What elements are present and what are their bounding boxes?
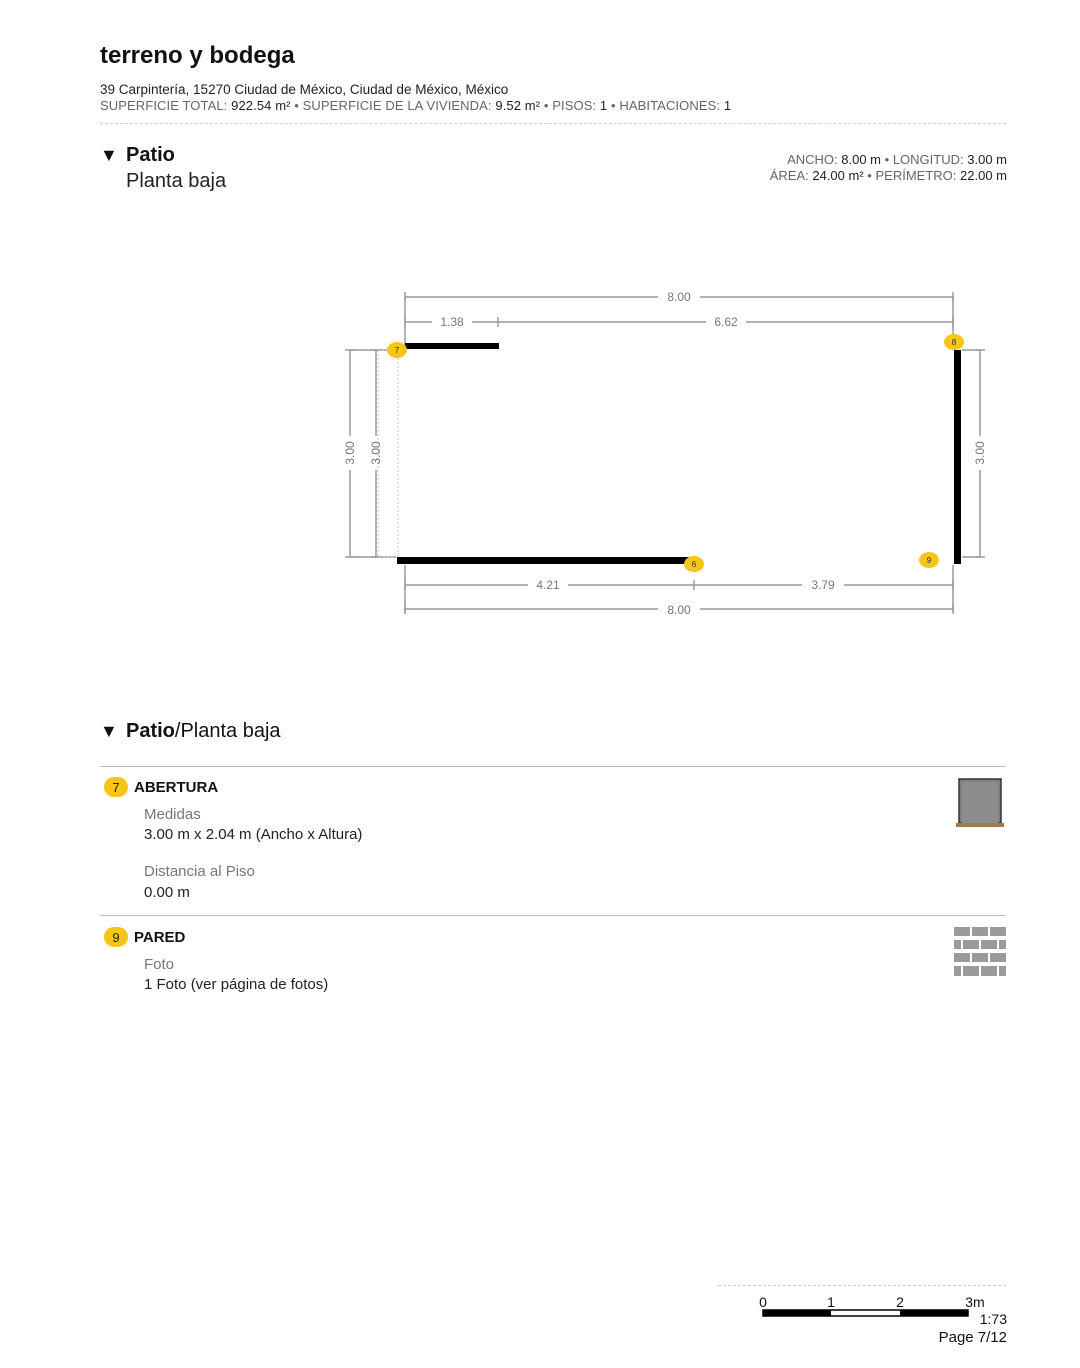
separator: •	[867, 168, 872, 183]
perimeter-value: 22.00 m	[960, 168, 1007, 183]
marker-6[interactable]	[684, 556, 704, 572]
item-number-badge: 9	[104, 927, 128, 947]
field-value: 0.00 m	[144, 884, 190, 901]
marker-6-label: 6	[691, 560, 697, 569]
page-number: Page 7/12	[938, 1329, 1007, 1346]
dim-bottom-total: 8.00	[667, 603, 691, 617]
door-opening-icon	[956, 778, 1004, 828]
field-label: Distancia al Piso	[144, 863, 255, 880]
dim-top-left: 1.38	[440, 315, 464, 329]
room-floor: Planta baja	[126, 170, 227, 192]
width-label: ANCHO:	[787, 152, 838, 167]
brick-wall-icon	[954, 926, 1006, 978]
document-title: terreno y bodega	[100, 42, 295, 69]
dim-left-inner: 3.00	[369, 441, 383, 465]
details-room-name: Patio	[126, 720, 175, 742]
dim-bottom-left: 4.21	[536, 578, 560, 592]
scale-tick-1: 1	[827, 1294, 835, 1310]
dim-left-outer: 3.00	[343, 441, 357, 465]
wall-bottom-segment	[397, 557, 689, 564]
marker-9[interactable]	[919, 552, 939, 568]
item-title: PARED	[134, 928, 186, 946]
marker-7[interactable]	[387, 342, 407, 358]
perimeter-label: PERÍMETRO:	[875, 168, 957, 183]
item-number-badge: 7	[104, 777, 128, 797]
field-label: Medidas	[144, 806, 201, 823]
details-floor-name: Planta baja	[180, 720, 281, 742]
details-separator: /	[174, 720, 181, 742]
separator: •	[543, 98, 549, 113]
scale-ratio: 1:73	[979, 1311, 1007, 1327]
item-divider	[100, 915, 1006, 916]
rooms-value: 1	[723, 98, 732, 113]
triangle-down-icon[interactable]: ▼	[100, 721, 118, 741]
length-value: 3.00 m	[967, 152, 1007, 167]
item-title: ABERTURA	[134, 778, 219, 796]
total-area-value: 922.54 m²	[231, 98, 291, 113]
property-address: 39 Carpintería, 15270 Ciudad de México, Ciudad de México, México	[100, 82, 509, 97]
dim-top-total: 8.00	[667, 290, 691, 304]
room-name: Patio	[126, 144, 175, 166]
rooms-label: HABITACIONES:	[619, 98, 721, 113]
wall-right-segment	[954, 350, 961, 564]
separator: •	[610, 98, 616, 113]
length-label: LONGITUD:	[892, 152, 964, 167]
marker-9-label: 9	[926, 556, 932, 565]
wall-top-segment	[405, 343, 499, 349]
field-value: 3.00 m x 2.04 m (Ancho x Altura)	[144, 826, 363, 843]
separator: •	[294, 98, 299, 113]
width-value: 8.00 m	[841, 152, 882, 167]
marker-8-label: 8	[951, 338, 957, 347]
details-section-header[interactable]	[100, 720, 281, 743]
dwelling-area-label: SUPERFICIE DE LA VIVIENDA:	[302, 98, 492, 113]
dimension-lines	[345, 292, 985, 614]
total-area-label: SUPERFICIE TOTAL:	[100, 98, 228, 113]
section-divider	[100, 766, 1006, 767]
dim-bottom-right: 3.79	[811, 578, 835, 592]
scale-tick-0: 0	[759, 1294, 767, 1310]
area-label: ÁREA:	[769, 168, 809, 183]
item-pared-header[interactable]	[104, 927, 185, 947]
scale-tick-3: 3m	[965, 1294, 985, 1310]
footer-divider	[718, 1285, 1006, 1286]
marker-7-label: 7	[394, 346, 400, 355]
marker-8[interactable]	[944, 334, 964, 350]
dim-top-right: 6.62	[714, 315, 738, 329]
floors-value: 1	[599, 98, 608, 113]
triangle-down-icon[interactable]: ▼	[100, 145, 118, 165]
dim-right: 3.00	[973, 441, 987, 465]
floors-label: PISOS:	[552, 98, 597, 113]
separator: •	[884, 152, 890, 167]
field-label: Foto	[144, 956, 175, 973]
dwelling-area-value: 9.52 m²	[495, 98, 541, 113]
area-value: 24.00 m²	[812, 168, 864, 183]
field-value: 1 Foto (ver página de fotos)	[144, 976, 329, 993]
item-abertura-header[interactable]	[104, 777, 218, 797]
scale-tick-2: 2	[896, 1294, 904, 1310]
